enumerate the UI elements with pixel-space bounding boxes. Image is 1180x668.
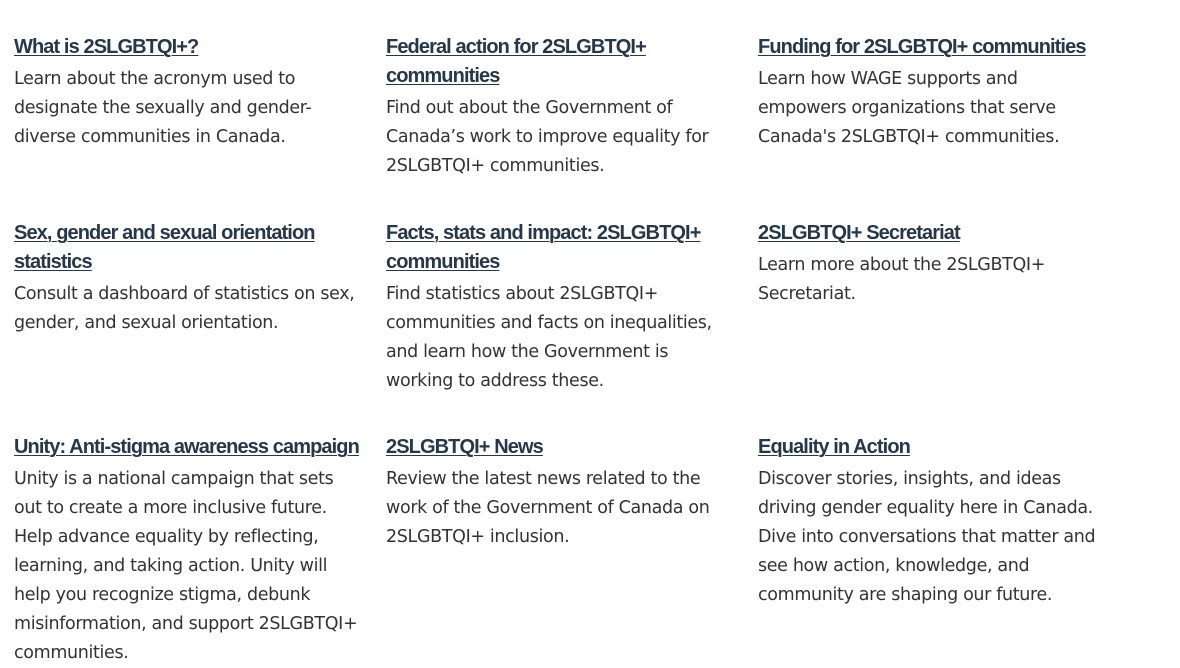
card-secretariat: [758, 219, 1103, 433]
card-description: Learn about the acronym used to designate the sexually and gender-diverse communities in Canada.: [14, 69, 312, 147]
card-title-link[interactable]: Unity: Anti-stigma awareness campaign: [14, 436, 359, 458]
card-description: Find statistics about 2SLGBTQI+ communities and facts on inequalities, and learn how the Government is working to address these.: [386, 284, 712, 391]
card-grid: [14, 33, 1103, 663]
card-facts-stats: [386, 219, 731, 433]
card-title-link[interactable]: 2SLGBTQI+ Secretariat: [758, 222, 960, 244]
card-title-link[interactable]: Sex, gender and sexual orientation statistics: [14, 222, 315, 273]
card-news: [386, 433, 731, 633]
card-description: Discover stories, insights, and ideas driving gender equality here in Canada. Dive into conversations that matter and see how action, knowledge, and community are shaping our future.: [758, 469, 1096, 605]
card-description: Find out about the Government of Canada’s work to improve equality for 2SLGBTQI+ communities.: [386, 98, 709, 176]
card-description: Review the latest news related to the work of the Government of Canada on 2SLGBTQI+ inclusion.: [386, 469, 710, 547]
card-title-link[interactable]: Federal action for 2SLGBTQI+ communities: [386, 36, 646, 87]
card-title-link[interactable]: Equality in Action: [758, 436, 910, 458]
card-what-is: [14, 33, 359, 219]
card-description: Learn how WAGE supports and empowers organizations that serve Canada's 2SLGBTQI+ communities.: [758, 69, 1060, 147]
card-description: Unity is a national campaign that sets out to create a more inclusive future. Help advance equality by reflecting, learning, and taking action. Unity will help you recognize stigma, debunk misinformation, and support 2SLGBTQI+ communities.: [14, 469, 358, 663]
card-equality-in-action: [758, 433, 1103, 633]
card-title-link[interactable]: What is 2SLGBTQI+?: [14, 36, 199, 58]
card-funding: [758, 33, 1103, 219]
card-statistics: [14, 219, 359, 433]
card-federal-action: [386, 33, 731, 219]
card-description: Consult a dashboard of statistics on sex, gender, and sexual orientation.: [14, 284, 355, 333]
card-title-link[interactable]: 2SLGBTQI+ News: [386, 436, 543, 458]
card-description: Learn more about the 2SLGBTQI+ Secretariat.: [758, 255, 1046, 304]
card-title-link[interactable]: Funding for 2SLGBTQI+ communities: [758, 36, 1086, 58]
card-unity-campaign: [14, 433, 359, 663]
card-title-link[interactable]: Facts, stats and impact: 2SLGBTQI+ communities: [386, 222, 701, 273]
